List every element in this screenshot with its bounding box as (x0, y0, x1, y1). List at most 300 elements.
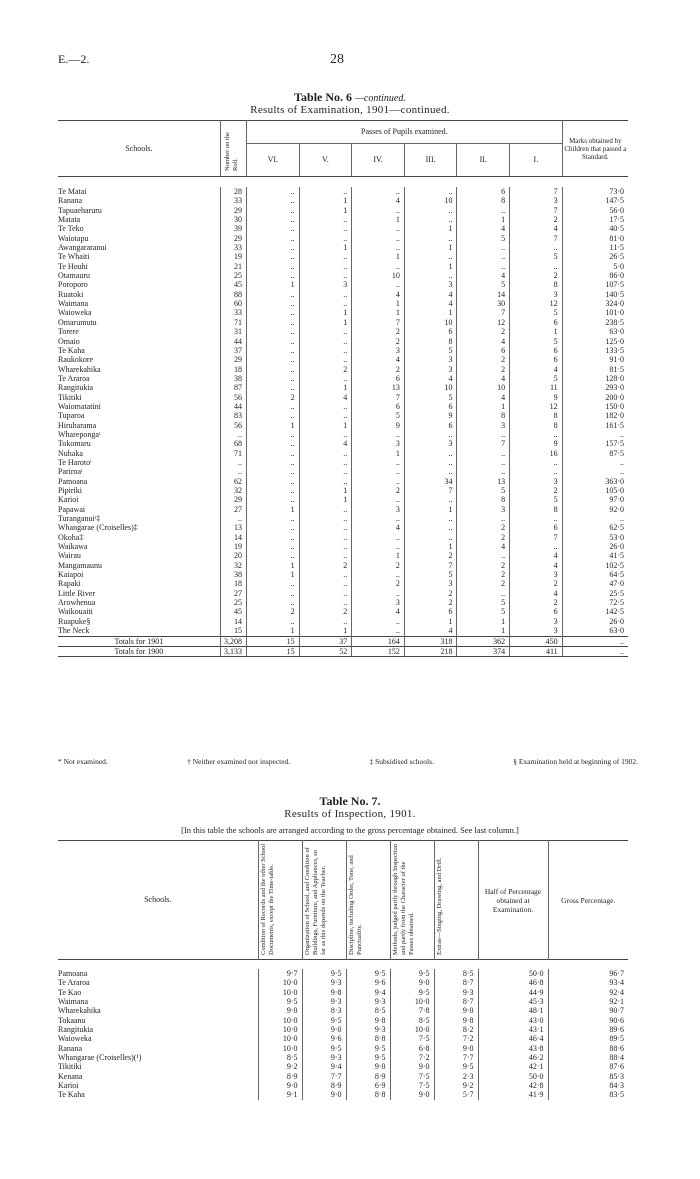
table7-criterion-header: Methods, judged partly through Inspection and partly from the Character of the Passes obtained. (390, 841, 434, 960)
table-cell: 26·0 (609, 616, 624, 626)
page-number: 28 (330, 52, 344, 67)
table-cell: .. (352, 542, 405, 551)
table-cell: 10·0 (390, 997, 434, 1006)
table-cell: .. (299, 505, 352, 514)
table6-standard-header: II. (457, 144, 510, 177)
table-cell: .. (299, 346, 352, 355)
table-cell: .. (352, 206, 405, 215)
table-cell: 6 (404, 607, 457, 616)
table-cell: 10 (404, 383, 457, 392)
table-cell: 10·0 (258, 1025, 302, 1034)
table-cell: .. (299, 514, 352, 523)
table-cell: 2 (510, 486, 563, 495)
table-cell: 2 (457, 327, 510, 336)
school-name: Waiotapu (58, 234, 220, 243)
table-cell: 1 (457, 215, 510, 224)
table-cell: .. (247, 439, 300, 448)
table-cell: .. (247, 617, 300, 626)
table-cell: 14 (220, 617, 246, 626)
school-name: Wharekahika (58, 365, 220, 374)
table-row (58, 327, 628, 336)
table-row (58, 411, 628, 420)
table-cell: 27 (220, 505, 246, 514)
table-cell: .. (352, 458, 405, 467)
table-cell: 8 (457, 495, 510, 504)
school-name: Whangarae (Croiselles)‡ (58, 523, 220, 532)
table-cell: .. (352, 430, 405, 439)
table-cell: 3 (352, 505, 405, 514)
school-name: Te Kaha (58, 346, 220, 355)
table-cell: .. (247, 589, 300, 598)
table-cell: 7 (510, 187, 563, 196)
table7 (58, 840, 628, 1100)
table-row (58, 365, 628, 374)
table7-criterion-header: Organization of School, and Condition of Buildings, Furniture, and Appliances, so far as this depends on the Teacher. (302, 841, 346, 960)
table-row (58, 383, 628, 392)
table6-marks-header: Marks obtained by Children that passed a Standard. (562, 121, 628, 177)
table-cell: .. (299, 551, 352, 560)
table-cell: .. (247, 187, 300, 196)
table-cell: 50·0 (478, 1072, 548, 1081)
table-cell: .. (299, 337, 352, 346)
table-cell: 8 (457, 411, 510, 420)
table-cell: 33 (220, 308, 246, 317)
table-cell: 10 (352, 271, 405, 280)
table-cell: 9·3 (302, 978, 346, 987)
school-name: Tikitiki (58, 1062, 258, 1071)
table-cell: 2 (457, 570, 510, 579)
table-cell: 13 (220, 523, 246, 532)
table-cell: 2 (457, 533, 510, 542)
table-cell: 56 (220, 421, 246, 430)
table-cell: 150·0 (605, 401, 624, 411)
table-cell: 71 (220, 449, 246, 458)
table-cell: 87·5 (609, 448, 624, 458)
table-cell: 45 (220, 607, 246, 616)
table-cell: .. (352, 477, 405, 486)
table-cell: 7·7 (302, 1072, 346, 1081)
table-row (58, 589, 628, 598)
table-cell: 9·6 (346, 978, 390, 987)
table-cell: 9·0 (434, 1006, 478, 1015)
table-cell: .. (299, 533, 352, 542)
table-cell: 92·4 (609, 987, 624, 997)
table-cell: 8·9 (346, 1072, 390, 1081)
table-cell: 2 (404, 598, 457, 607)
table-cell: 101·0 (605, 308, 624, 318)
table-cell: 2 (299, 561, 352, 570)
school-name: Pariroaᵗ (58, 467, 220, 476)
footnote-not-examined: * Not examined. (58, 757, 108, 766)
table-row (58, 505, 628, 514)
school-name: Tikitiki (58, 393, 220, 402)
table-row (58, 626, 628, 636)
table-cell: 4 (457, 542, 510, 551)
table-cell: 9·0 (390, 978, 434, 987)
table-cell: .. (404, 271, 457, 280)
table-cell: .. (457, 206, 510, 215)
school-name: Wharepongaᵗ (58, 430, 220, 439)
table-cell: .. (404, 467, 457, 476)
table-cell: 42·1 (478, 1062, 548, 1071)
table-cell: 10·0 (258, 978, 302, 987)
table-cell: 164 (352, 636, 405, 646)
table-cell: 9·0 (258, 1081, 302, 1090)
table-cell: .. (299, 234, 352, 243)
table-cell: .. (247, 271, 300, 280)
table-cell: 92·0 (609, 504, 624, 514)
table-cell: .. (299, 411, 352, 420)
table-cell: 6 (457, 346, 510, 355)
table-cell: .. (620, 514, 624, 524)
table-cell: 9·5 (346, 1044, 390, 1053)
table6-title: Table No. 6 —continued. (294, 90, 406, 104)
table7-note: [In this table the schools are arranged according to the gross percentage obtained. See last column.] (181, 825, 519, 835)
table-cell: .. (247, 337, 300, 346)
table-cell: 71 (220, 318, 246, 327)
table-cell: .. (352, 234, 405, 243)
table-cell: 9·8 (302, 988, 346, 997)
table-cell: 38 (220, 570, 246, 579)
table-row (58, 514, 628, 523)
school-name: Te Araroa (58, 978, 258, 987)
school-name: Tapuaeharuru (58, 206, 220, 215)
table-cell: .. (247, 252, 300, 261)
table-cell: 1 (247, 280, 300, 289)
table-cell: 48·1 (478, 1006, 548, 1015)
table-cell: .. (457, 514, 510, 523)
table-cell: .. (352, 243, 405, 252)
table-cell: 3,133 (220, 646, 246, 656)
table-cell: 5 (404, 346, 457, 355)
school-name: Waikawa (58, 542, 220, 551)
table-cell: 1 (299, 308, 352, 317)
table-cell: .. (247, 224, 300, 233)
table-cell: 7 (404, 486, 457, 495)
table-cell: 147·5 (605, 196, 624, 206)
table-cell: 4 (352, 607, 405, 616)
school-name: Ranana (58, 1044, 258, 1053)
table-cell: 140·5 (605, 289, 624, 299)
table-cell: 2 (299, 607, 352, 616)
table-cell: .. (457, 430, 510, 439)
table-cell: 44 (220, 337, 246, 346)
table-cell: 9·0 (258, 1006, 302, 1015)
table-cell: .. (620, 467, 624, 477)
table-cell: 1 (404, 542, 457, 551)
table-row (58, 1081, 628, 1090)
table6-subtitle: Results of Examination, 1901—continued. (250, 104, 450, 116)
table-cell: .. (247, 206, 300, 215)
table-cell: 4 (457, 374, 510, 383)
table-cell: 32 (220, 561, 246, 570)
table-cell: 318 (404, 636, 457, 646)
table-cell: 14 (457, 290, 510, 299)
table-cell: 5·7 (434, 1090, 478, 1099)
table-cell: 19 (220, 542, 246, 551)
table-cell: .. (510, 458, 563, 467)
table-cell: 84·3 (609, 1081, 624, 1091)
table-cell: .. (457, 252, 510, 261)
table-cell: 33 (220, 196, 246, 205)
table-cell: 1 (352, 551, 405, 560)
table-row (58, 1034, 628, 1043)
table-cell: 2 (404, 551, 457, 560)
table-cell: 4 (299, 393, 352, 402)
school-name: Torere (58, 327, 220, 336)
table-cell: 2 (404, 589, 457, 598)
table-row (58, 579, 628, 588)
table-cell: 324·0 (605, 299, 624, 309)
table-cell: .. (299, 570, 352, 579)
table-cell: 64·5 (609, 570, 624, 580)
table-cell: 3 (404, 365, 457, 374)
table-cell: 362 (457, 636, 510, 646)
table-cell: .. (404, 430, 457, 439)
table-cell: .. (247, 402, 300, 411)
school-name: Matata (58, 215, 220, 224)
table-cell: 3 (457, 421, 510, 430)
table-cell: 10 (457, 383, 510, 392)
table-cell: 6·9 (346, 1081, 390, 1090)
table-cell: 62·5 (609, 523, 624, 533)
table-cell: 3 (510, 290, 563, 299)
table-cell: 9·3 (302, 1053, 346, 1062)
table-cell: .. (299, 224, 352, 233)
table-cell: 1 (299, 486, 352, 495)
table-cell: 2 (352, 337, 405, 346)
table-cell: 97·0 (609, 495, 624, 505)
table-cell: 9 (404, 411, 457, 420)
table-cell: 87 (220, 383, 246, 392)
table-cell: 15 (247, 646, 300, 656)
table-row (58, 561, 628, 570)
table-cell: 9·3 (346, 997, 390, 1006)
table-cell: 8·8 (346, 1090, 390, 1099)
table-cell: 12 (457, 318, 510, 327)
table7-half-header: Half of Percentage obtained at Examination. (478, 841, 548, 960)
table-cell: 30 (457, 299, 510, 308)
table-cell: 34 (404, 477, 457, 486)
table-row (58, 617, 628, 626)
table-cell: .. (247, 598, 300, 607)
table-cell: 8·3 (302, 1006, 346, 1015)
table-cell: .. (247, 514, 300, 523)
table-cell: 7·5 (390, 1081, 434, 1090)
table-cell: 15 (220, 626, 246, 636)
table-cell: 3 (404, 439, 457, 448)
table-cell: 1 (404, 308, 457, 317)
table-cell: 7 (510, 206, 563, 215)
table-cell: 105·0 (605, 486, 624, 495)
table-cell: .. (247, 318, 300, 327)
table-cell: 3 (352, 439, 405, 448)
school-name: Te Kaha (58, 1090, 258, 1099)
table-cell: 4 (404, 626, 457, 636)
table-cell: .. (510, 243, 563, 252)
table-cell: 9·6 (302, 1034, 346, 1043)
table-cell: 41·5 (609, 551, 624, 561)
table6-roll-header: Number on the Roll. (220, 121, 246, 177)
table-cell: 1 (299, 318, 352, 327)
table-cell: 11·5 (609, 243, 624, 253)
table-cell: 1 (299, 243, 352, 252)
table-cell: 2 (352, 579, 405, 588)
table-cell: 5 (510, 495, 563, 504)
table-cell: 200·0 (605, 392, 624, 402)
table-cell: 1 (299, 383, 352, 392)
school-name: Ruapuke§ (58, 617, 220, 626)
table-cell: 9·3 (302, 997, 346, 1006)
table-cell: 10·0 (258, 1034, 302, 1043)
table-cell: 46·8 (478, 978, 548, 987)
table-cell: .. (457, 589, 510, 598)
table-cell: 9·8 (346, 1016, 390, 1025)
school-name: Nuhaka (58, 449, 220, 458)
table-cell: .. (220, 514, 246, 523)
table-row (58, 290, 628, 299)
table-cell: 4 (352, 196, 405, 205)
school-name: Kaiapoi (58, 570, 220, 579)
table-cell: 3 (404, 355, 457, 364)
table-cell: 1 (299, 196, 352, 205)
table-cell: 9·7 (258, 969, 302, 978)
table-cell: 3 (404, 280, 457, 289)
table-cell: 96·7 (609, 969, 624, 978)
table-cell: 6 (510, 523, 563, 532)
table-cell: 3 (510, 570, 563, 579)
table-cell: .. (352, 280, 405, 289)
table-cell: 63·0 (609, 327, 624, 337)
table-cell: 43·1 (478, 1025, 548, 1034)
table-cell: 9·5 (390, 969, 434, 978)
table-cell: 7·5 (390, 1034, 434, 1043)
table-cell: .. (457, 458, 510, 467)
table-cell: .. (299, 374, 352, 383)
table-cell: 7·2 (390, 1053, 434, 1062)
table-cell: 2 (510, 271, 563, 280)
table-cell: 9·0 (302, 1090, 346, 1099)
table-cell: .. (247, 290, 300, 299)
table-cell: 9·8 (434, 1016, 478, 1025)
table-cell: 2 (457, 365, 510, 374)
table-cell: 9·1 (258, 1090, 302, 1099)
table-cell: 13 (457, 477, 510, 486)
table-cell: 7 (352, 318, 405, 327)
table-cell: 37 (299, 636, 352, 646)
table-cell: 10 (404, 318, 457, 327)
table-cell: 10·0 (258, 1016, 302, 1025)
table-cell: .. (562, 636, 628, 646)
table-cell: 9·0 (390, 1062, 434, 1071)
table-row (58, 430, 628, 439)
table-cell: 56 (220, 393, 246, 402)
table-cell: 91·0 (609, 355, 624, 365)
table-cell: .. (510, 262, 563, 271)
table-row (58, 551, 628, 560)
table-cell: .. (299, 598, 352, 607)
table-cell: .. (299, 271, 352, 280)
table-cell: 45·3 (478, 997, 548, 1006)
table-row (58, 1072, 628, 1081)
table-cell: 44·9 (478, 988, 548, 997)
table-cell: 1 (352, 215, 405, 224)
table-cell: 93·4 (609, 978, 624, 988)
table-cell: 73·0 (609, 187, 624, 196)
table-cell: .. (510, 430, 563, 439)
table-cell: 46·4 (478, 1034, 548, 1043)
table-row (58, 533, 628, 542)
school-name: Te Whaiti (58, 252, 220, 261)
table-cell: 1 (247, 570, 300, 579)
footnote-neither: † Neither examined nor inspected. (187, 757, 291, 766)
table-cell: .. (247, 374, 300, 383)
table-cell: .. (220, 467, 246, 476)
table-cell: 6 (404, 402, 457, 411)
school-name: Awangararanui (58, 243, 220, 252)
table-cell: 5 (457, 280, 510, 289)
table-cell: 9 (510, 393, 563, 402)
table-cell: 5·0 (613, 261, 624, 271)
table-cell: 62 (220, 477, 246, 486)
table-cell: 363·0 (605, 476, 624, 486)
table-cell: .. (299, 430, 352, 439)
table-cell: 8 (510, 505, 563, 514)
table-cell: 128·0 (605, 373, 624, 383)
table-row (58, 224, 628, 233)
table-cell: 12 (510, 299, 563, 308)
school-name: Hiruharama (58, 421, 220, 430)
table-cell: 1 (299, 421, 352, 430)
table-cell: .. (299, 542, 352, 551)
school-name: Waioweka (58, 308, 220, 317)
table-cell: 30 (220, 215, 246, 224)
table-cell: .. (299, 299, 352, 308)
table-cell: 8·9 (258, 1072, 302, 1081)
table-cell: 1 (299, 495, 352, 504)
table-row (58, 374, 628, 383)
table-cell: 6 (457, 187, 510, 196)
table-row (58, 636, 628, 646)
table-cell: 50·0 (478, 969, 548, 978)
table6-standard-header: V. (299, 144, 352, 177)
table7-criterion-header: Discipline, including Order, Tone, and Punctuality. (346, 841, 390, 960)
table-row (58, 196, 628, 205)
table-row (58, 1053, 628, 1062)
table-cell: 1 (510, 327, 563, 336)
table-cell: 1 (247, 421, 300, 430)
table-cell: 374 (457, 646, 510, 656)
table-cell: 1 (404, 243, 457, 252)
table-cell: 2 (457, 355, 510, 364)
table-cell: .. (247, 355, 300, 364)
school-name: Omarumutu (58, 318, 220, 327)
school-name: Te Harotoᵗ (58, 458, 220, 467)
table-row (58, 1090, 628, 1099)
table-cell: 45 (220, 280, 246, 289)
table-cell: .. (510, 542, 563, 551)
table-cell: 90·7 (609, 1006, 624, 1016)
table-cell: 4 (457, 337, 510, 346)
report-code: E.—2. (58, 52, 90, 66)
table-cell: 9·5 (346, 1053, 390, 1062)
school-name: Te Kao (58, 988, 258, 997)
table-cell: .. (220, 458, 246, 467)
table-cell: 1 (404, 224, 457, 233)
table6-standard-header: I. (510, 144, 563, 177)
table-cell: .. (352, 467, 405, 476)
table-cell: .. (620, 457, 624, 467)
